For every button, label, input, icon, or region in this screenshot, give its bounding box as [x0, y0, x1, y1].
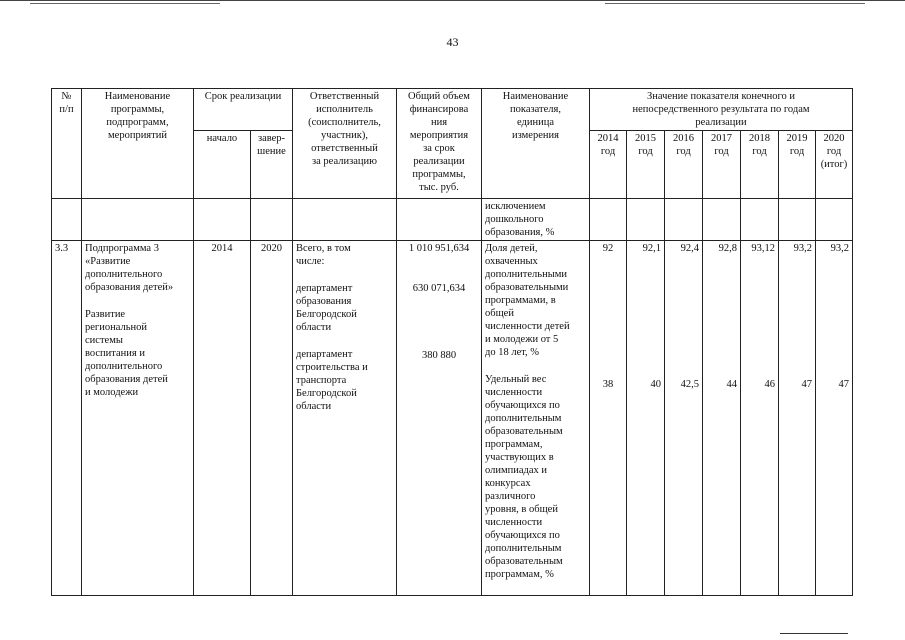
header-num: № п/п	[52, 89, 82, 199]
subprogram-title: Подпрограмма 3 «Развитие дополнительного образования детей»	[85, 243, 174, 293]
top-rule-left	[30, 3, 220, 4]
indicator-share-olympiads: Удельный вес численности обучающихся по дополнительным образовательным программам, участвующих в олимпиадах и конкурсах различного уровня, в общей численности обучающихся по дополнительным образовательным программам, %	[485, 374, 563, 580]
header-year-2019: 2019 год	[779, 131, 816, 199]
value-1-2020: 93,2	[830, 243, 849, 254]
value-2-2020: 47	[838, 379, 849, 390]
value-1-2017: 92,8	[718, 243, 737, 254]
row-val-2018	[741, 241, 779, 596]
header-end: завер- шение	[251, 131, 293, 199]
value-1-2016: 92,4	[680, 243, 699, 254]
funding-education-dept: 630 071,634	[412, 283, 466, 294]
row-val-2015	[627, 241, 665, 596]
cont-val	[665, 199, 703, 241]
cont-funding	[397, 199, 482, 241]
row-val-2014	[590, 241, 627, 596]
header-year-2018: 2018 год	[741, 131, 779, 199]
row-num: 3.3	[52, 241, 82, 596]
row-name	[82, 241, 194, 596]
row-responsible	[293, 241, 397, 596]
cont-val	[816, 199, 853, 241]
header-year-2017: 2017 год	[703, 131, 741, 199]
header-indicator: Наименование показателя, единица измерения	[482, 89, 590, 199]
cont-end	[251, 199, 293, 241]
header-row-1	[52, 89, 853, 131]
indicator-share-children: Доля детей, охваченных дополнительными образовательными программами, в общей численности детей и молодежи от 5 до 18 лет, %	[485, 243, 570, 358]
value-2-2017: 44	[726, 379, 737, 390]
row-start: 2014	[194, 241, 251, 596]
header-values-title: Значение показателя конечного и непосредственного результата по годам реализации	[590, 89, 853, 131]
header-name: Наименование программы, подпрограмм, мероприятий	[82, 89, 194, 199]
top-rule-right	[605, 3, 865, 4]
header-year-2016: 2016 год	[665, 131, 703, 199]
header-year-2020: 2020 год (итог)	[816, 131, 853, 199]
value-1-2014: 92	[602, 243, 614, 254]
value-1-2015: 92,1	[642, 243, 661, 254]
top-rule	[0, 0, 905, 1]
responsible-education-dept: департамент образования Белгородской области	[296, 283, 357, 333]
value-2-2018: 46	[764, 379, 775, 390]
header-responsible: Ответственный исполнитель (соисполнитель, участник), ответственный за реализацию	[293, 89, 397, 199]
table-row-3-3	[52, 241, 853, 596]
header-funding: Общий объем финансирова ния мероприятия за срок реализации программы, тыс. руб.	[397, 89, 482, 199]
header-start: начало	[194, 131, 251, 199]
header-year-2014: 2014 год	[590, 131, 627, 199]
cont-name	[82, 199, 194, 241]
header-year-2015: 2015 год	[627, 131, 665, 199]
row-indicator	[482, 241, 590, 596]
value-2-2014: 38	[602, 379, 614, 390]
cont-val	[741, 199, 779, 241]
funding-construction-dept: 380 880	[421, 350, 457, 361]
cont-val	[703, 199, 741, 241]
page-number: 43	[446, 35, 459, 49]
row-val-2017	[703, 241, 741, 596]
cont-indicator: исключением дошкольного образования, %	[482, 199, 590, 241]
cont-val	[590, 199, 627, 241]
responsible-construction-dept: департамент строительства и транспорта Белгородской области	[296, 349, 368, 412]
row-end: 2020	[251, 241, 293, 596]
value-2-2019: 47	[801, 379, 812, 390]
bottom-rule	[780, 633, 848, 634]
program-table	[51, 88, 853, 596]
continuation-row	[52, 199, 853, 241]
header-term: Срок реализации	[194, 89, 293, 131]
row-val-2020	[816, 241, 853, 596]
cont-val	[779, 199, 816, 241]
responsible-total: Всего, в том числе:	[296, 243, 351, 267]
cont-num	[52, 199, 82, 241]
value-2-2015: 40	[650, 379, 661, 390]
row-val-2019	[779, 241, 816, 596]
cont-start	[194, 199, 251, 241]
cont-responsible	[293, 199, 397, 241]
subprogram-activity: Развитие региональной системы воспитания и дополнительного образования детей и молодежи	[85, 309, 168, 398]
funding-total: 1 010 951,634	[408, 243, 470, 254]
value-2-2016: 42,5	[680, 379, 699, 390]
row-funding	[397, 241, 482, 596]
row-val-2016	[665, 241, 703, 596]
value-1-2018: 93,12	[751, 243, 775, 254]
cont-val	[627, 199, 665, 241]
value-1-2019: 93,2	[793, 243, 812, 254]
